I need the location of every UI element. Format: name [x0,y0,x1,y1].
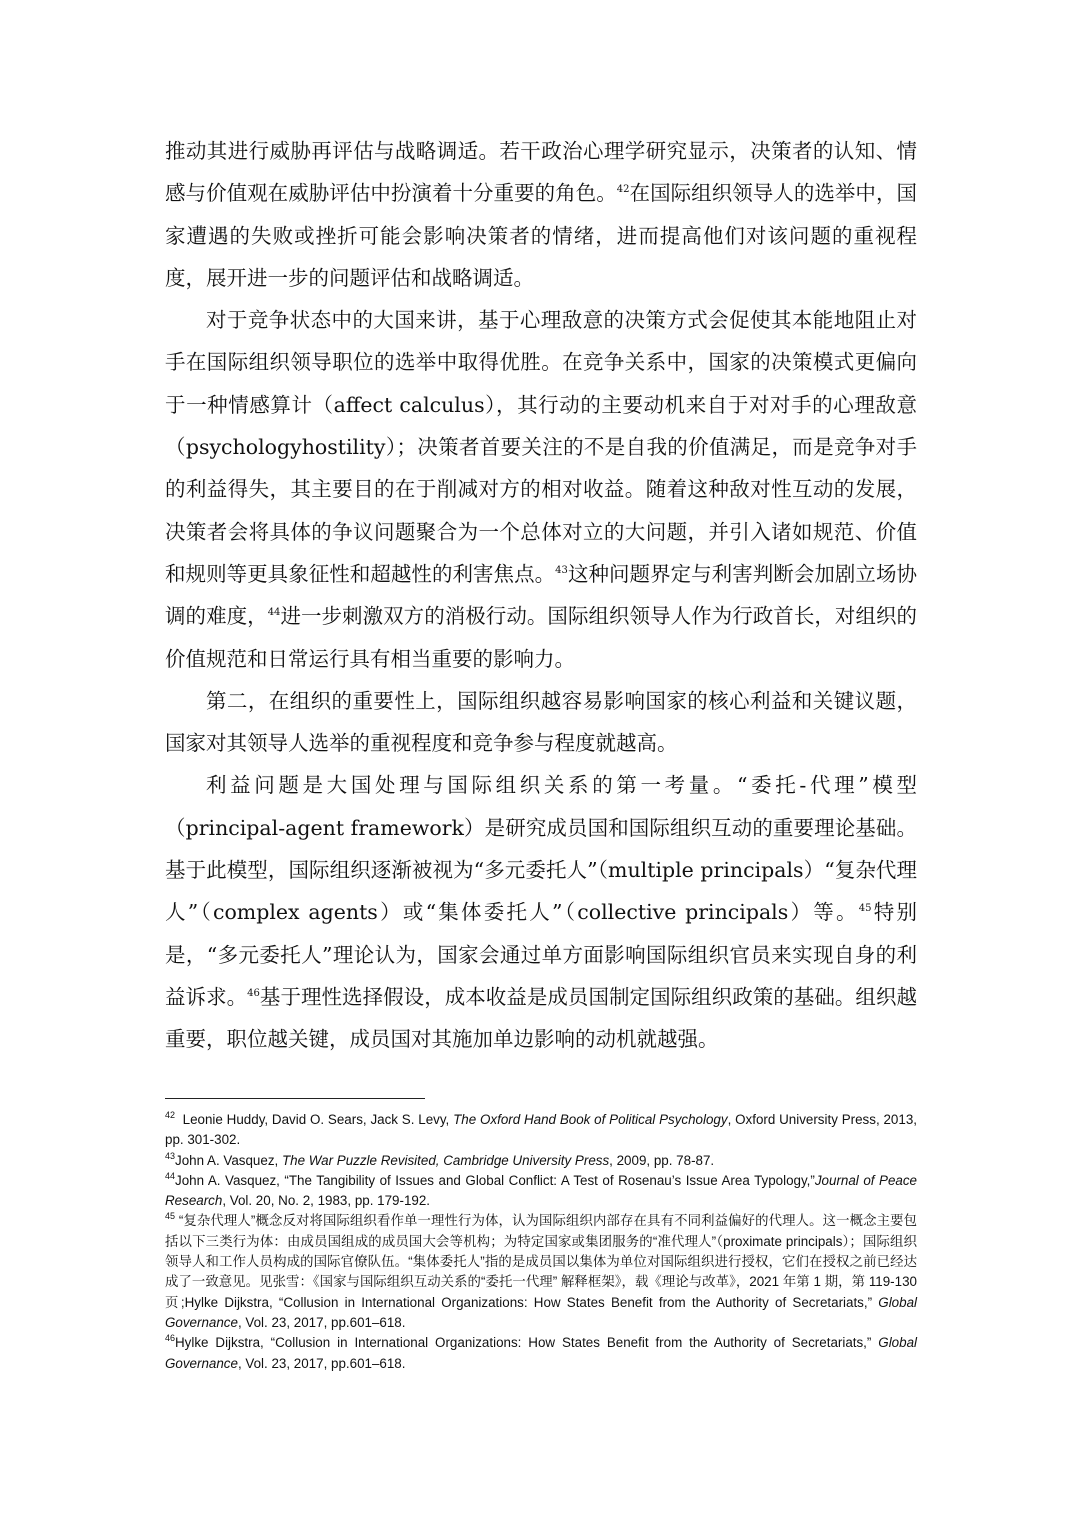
footnote-divider [165,1098,425,1099]
footnote: $^{46}$Hylke Dijkstra, “Collusion in International Organizations: How States Benefit from the Authority of Secretariats,” Global Governance, Vol. 23, 2017, pp.601–618. [165,1333,917,1371]
footnote-mark: 43 [165,1150,176,1161]
footnote-mark: 42 [165,1110,176,1120]
footnote-ref[interactable]: 42 [616,184,630,196]
paragraph: 第二，在组织的重要性上，国际组织越容易影响国家的核心利益和关键议题，国家对其领导人选举的重视程度和竞争参与程度就越高。 [165,688,917,756]
main-text [165,130,917,1061]
footnote-ref[interactable]: 46 [247,987,260,999]
footnote: $^{44}$John A. Vasquez, “The Tangibility of Issues and Global Conflict: A Test of Rosenau’s Issue Area Typology,”Journal of Peace Research, Vol. 20, No. 2, 1983, pp. 179-192. [165,1170,917,1209]
paragraph: 利益问题是大国处理与国际组织关系的第一考量。“委托-代理”模型（principal-agent framework）是研究成员国和国际组织互动的重要理论基础。基于此模型，国际组织逐渐被视为“多元委托人”（multiple principals）“复杂代理人”（complex agents）或“集体委托人”（collective principals）等。$^{45}$特别是，“多元委托人”理论认为，国家会通过单方面影响国际组织官员来实现自身的利益诉求。$^{46}$基于理性选择假设，成本收益是成员国制定国际组织政策的基础。组织越重要，职位越关键，成员国对其施加单边影响的动机就越强。 [165,773,918,1052]
footnote: $^{42}$ Leonie Huddy, David O. Sears, Jack S. Levy, The Oxford Hand Book of Political Psychology, Oxford University Press, 2013, pp. 301-302. [165,1110,917,1148]
paragraph: 推动其进行威胁再评估与战略调适。若干政治心理学研究显示，决策者的认知、情感与价值观在威胁评估中扮演着十分重要的角色。$^{42}$在国际组织领导人的选举中，国家遭遇的失败或挫折可能会影响决策者的情绪，进而提高他们对该问题的重视程度，展开进一步的问题评估和战略调适。 [165,139,918,290]
footnote: $^{43}$John A. Vasquez, The War Puzzle Revisited, Cambridge University Press, 2009, pp. 78-87. [165,1150,715,1168]
footnotes [165,1110,917,1374]
footnote-ref[interactable]: 45 [858,903,872,915]
footnote-mark: 44 [165,1170,176,1181]
footnote-ref[interactable]: 44 [267,607,281,619]
paragraph: 对于竞争状态中的大国来讲，基于心理敌意的决策方式会促使其本能地阻止对手在国际组织领导职位的选举中取得优胜。在竞争关系中，国家的决策模式更偏向于一种情感算计（affect calculus），其行动的主要动机来自于对对手的心理敌意（psychologyhostility）；决策者首要关注的不是自我的价值满足，而是竞争对手的利益得失，其主要目的在于削减对方的相对收益。随着这种敌对性互动的发展，决策者会将具体的争议问题聚合为一个总体对立的大问题，并引入诸如规范、价值和规则等更具象征性和超越性的利害焦点。$^{43}$这种问题界定与利害判断会加剧立场协调的难度，$^{44}$进一步刺激双方的消极行动。国际组织领导人作为行政首长，对组织的价值规范和日常运行具有相当重要的影响力。 [165,308,918,671]
footnote: $^{45}$ “复杂代理人”概念反对将国际组织看作单一理性行为体，认为国际组织内部存在具有不同利益偏好的代理人。这一概念主要包括以下三类行为体：由成员国组成的成员国大会等机构；为特定国家或集团服务的“准代理人”（proximate principals）；国际组织领导人和工作人员构成的国际官僚队伍。“集体委托人”指的是成员国以集体为单位对国际组织进行授权，它们在授权之前已经达成了一致意见。见张雪：《国家与国际组织互动关系的“委托一代理” 解释框架》，载《理论与改革》，2021 年第 1 期，第 119-130 页;Hylke Dijkstra, “Collusion in International Organizations: How States Benefit from the Authority of Secretariats,” Global Governance, Vol. 23, 2017, pp.601–618. [165,1211,917,1330]
footnote-ref[interactable]: 43 [555,564,568,576]
footnote-mark: 45 [165,1211,176,1222]
footnote-mark: 46 [165,1333,176,1344]
